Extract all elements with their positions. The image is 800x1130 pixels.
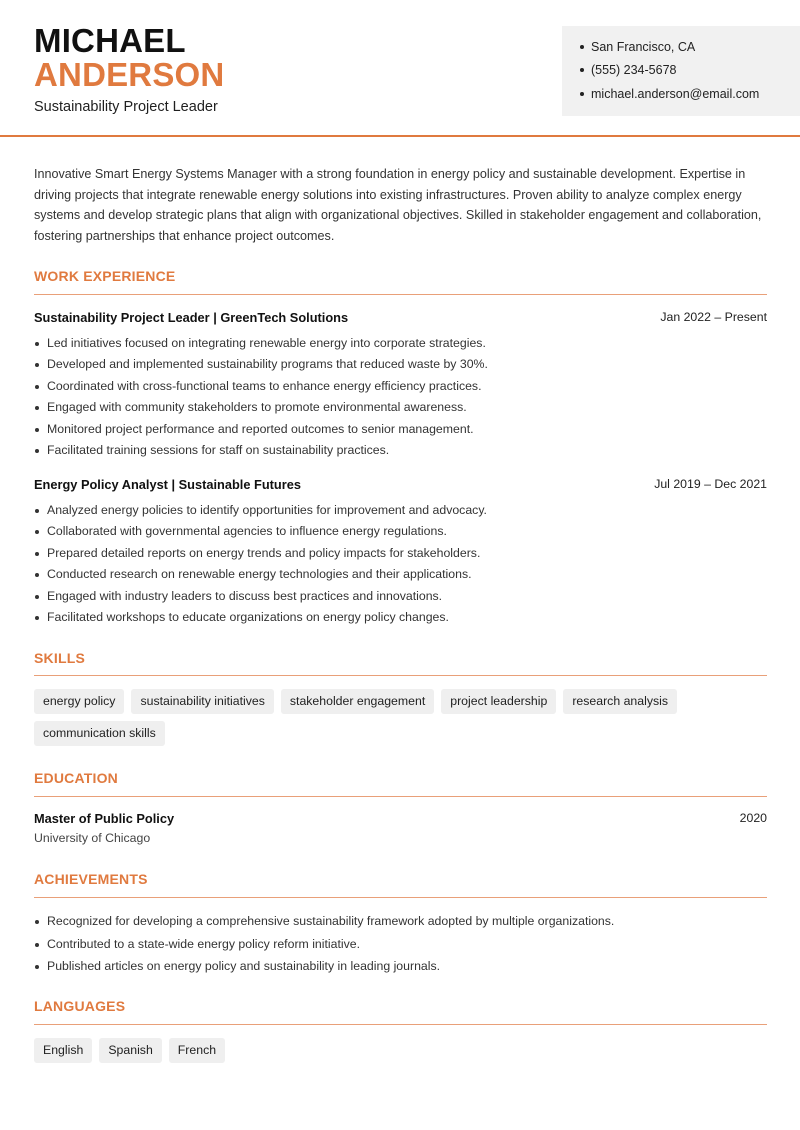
contact-phone — [580, 63, 676, 77]
list-item: Conducted research on renewable energy technologies and their applications. — [34, 566, 769, 587]
job-bullets — [34, 335, 769, 463]
list-item: Engaged with community stakeholders to promote environmental awareness. — [34, 399, 769, 420]
resume-header — [0, 0, 800, 137]
list-item: Facilitated workshops to educate organizations on energy policy changes. — [34, 609, 769, 630]
bullet-icon — [580, 92, 584, 96]
bullet-icon — [580, 45, 584, 49]
section-title-languages: LANGUAGES — [34, 998, 126, 1014]
job-bullets — [34, 502, 769, 630]
list-item: Published articles on energy policy and sustainability in leading journals. — [34, 958, 769, 981]
first-name: MICHAEL — [34, 22, 186, 59]
contact-location — [580, 40, 695, 54]
job-dates: Jan 2022 – Present — [660, 310, 767, 324]
list-item: Prepared detailed reports on energy trends and policy impacts for stakeholders. — [34, 545, 769, 566]
list-item: Developed and implemented sustainability programs that reduced waste by 30%. — [34, 356, 769, 377]
section-title-work: WORK EXPERIENCE — [34, 268, 176, 284]
contact-email[interactable] — [580, 87, 759, 101]
list-item: Coordinated with cross-functional teams to enhance energy efficiency practices. — [34, 378, 769, 399]
section-title-education: EDUCATION — [34, 770, 118, 786]
list-item: Monitored project performance and reported outcomes to senior management. — [34, 421, 769, 442]
job-heading: Energy Policy Analyst | Sustainable Futures — [34, 477, 301, 492]
section-divider — [34, 897, 767, 898]
section-divider — [34, 294, 767, 295]
skill-tag: energy policy — [34, 689, 124, 714]
skills-list — [34, 689, 774, 746]
email-text[interactable]: michael.anderson@email.com — [591, 87, 760, 101]
list-item: Led initiatives focused on integrating renewable energy into corporate strategies. — [34, 335, 769, 356]
summary-paragraph: Innovative Smart Energy Systems Manager with a strong foundation in energy policy and sustainable development. Expertise in driving projects that integrate renewable energy solutions into existing infrastructures. Proven ability to analyze complex energy systems and develop strategic plans that align with organizational objectives. Skilled in stakeholder engagement and collaboration, fostering partnerships that enhance project outcomes. — [34, 167, 762, 243]
education-school: University of Chicago — [34, 831, 151, 845]
section-title-achievements: ACHIEVEMENTS — [34, 871, 148, 887]
job-dates: Jul 2019 – Dec 2021 — [654, 477, 767, 491]
section-divider — [34, 675, 767, 676]
education-degree: Master of Public Policy — [34, 811, 175, 826]
list-item: Analyzed energy policies to identify opportunities for improvement and advocacy. — [34, 502, 769, 523]
skill-tag: research analysis — [563, 689, 677, 714]
education-year: 2020 — [739, 811, 767, 825]
section-title-skills: SKILLS — [34, 650, 85, 666]
skill-tag: sustainability initiatives — [131, 689, 273, 714]
achievements-list — [34, 913, 769, 981]
phone-text: (555) 234-5678 — [591, 63, 677, 77]
list-item: Recognized for developing a comprehensive sustainability framework adopted by multiple organizations. — [34, 913, 769, 936]
list-item: Engaged with industry leaders to discuss best practices and innovations. — [34, 588, 769, 609]
language-tag: Spanish — [99, 1038, 161, 1063]
list-item: Contributed to a state-wide energy policy reform initiative. — [34, 936, 769, 959]
headline-title: Sustainability Project Leader — [34, 99, 218, 115]
skill-tag: project leadership — [441, 689, 556, 714]
language-tag: French — [169, 1038, 225, 1063]
skill-tag: stakeholder engagement — [281, 689, 434, 714]
job-heading: Sustainability Project Leader | GreenTech Solutions — [34, 310, 349, 325]
skill-tag: communication skills — [34, 721, 165, 746]
list-item: Collaborated with governmental agencies to influence energy regulations. — [34, 523, 769, 544]
location-text: San Francisco, CA — [591, 40, 696, 54]
bullet-icon — [580, 68, 584, 72]
list-item: Facilitated training sessions for staff on sustainability practices. — [34, 442, 769, 463]
last-name: ANDERSON — [34, 56, 225, 93]
languages-list — [34, 1038, 774, 1063]
language-tag: English — [34, 1038, 92, 1063]
contact-box — [562, 26, 800, 116]
section-divider — [34, 796, 767, 797]
section-divider — [34, 1024, 767, 1025]
